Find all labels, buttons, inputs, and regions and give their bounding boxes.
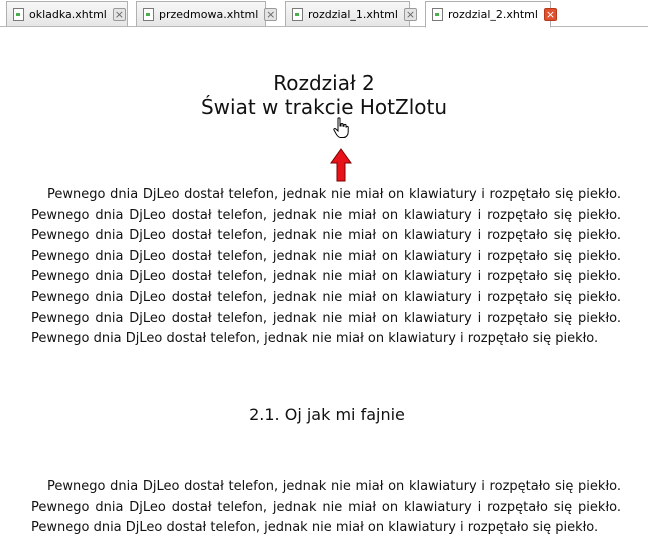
- arrow-up-icon: [330, 148, 352, 182]
- chapter-number: Rozdział 2: [273, 71, 375, 95]
- file-icon: [292, 8, 303, 21]
- hand-cursor-icon: [333, 117, 349, 139]
- tab-label: rozdzial_2.xhtml: [448, 8, 538, 21]
- tab-label: okladka.xhtml: [29, 7, 107, 21]
- tab-okladka[interactable]: [6, 1, 128, 26]
- paragraph: Pewnego dnia DjLeo dostał telefon, jednak nie miał on klawiatury i rozpętało się piekło. Pewnego dnia DjLeo dostał telefon, jednak nie miał on klawiatury i rozpętało się piekło. Pewnego dnia DjLeo dostał telefon, jednak nie miał on klawiatury i rozpętało się piekło.: [31, 479, 621, 536]
- editor-tab-bar: [0, 0, 648, 27]
- tab-rozdzial-1[interactable]: [285, 1, 416, 26]
- paragraph: Pewnego dnia DjLeo dostał telefon, jednak nie miał on klawiatury i rozpętało się piekło. Pewnego dnia DjLeo dostał telefon, jednak nie miał on klawiatury i rozpętało się piekło. Pewnego dnia DjLeo dostał telefon, jednak nie miał on klawiatury i rozpętało się piekło. Pewnego dnia DjLeo dostał telefon, jednak nie miał on klawiatury i rozpętało się piekło. Pewnego dnia DjLeo dostał telefon, jednak nie miał on klawiatury i rozpętało się piekło. Pewnego dnia DjLeo dostał telefon, jednak nie miał on klawiatury i rozpętało się piekło. Pewnego dnia DjLeo dostał telefon, jednak nie miał on klawiatury i rozpętało się piekło. Pewnego dnia DjLeo dostał telefon, jednak nie miał on klawiatury i rozpętało się piekło.: [31, 187, 621, 347]
- chapter-title: Świat w trakcie HotZlotu: [200, 95, 448, 119]
- file-icon: [432, 8, 443, 21]
- document-preview: [0, 27, 648, 548]
- tab-przedmowa[interactable]: [136, 1, 276, 26]
- tab-rozdzial-2[interactable]: [425, 1, 556, 28]
- chapter-heading: [0, 71, 648, 119]
- section-heading: 2.1. Oj jak mi fajnie: [249, 405, 405, 424]
- file-icon: [143, 8, 154, 21]
- file-icon: [13, 8, 24, 21]
- close-icon[interactable]: ×: [545, 8, 556, 21]
- close-icon[interactable]: ×: [405, 7, 416, 21]
- close-icon[interactable]: ×: [266, 7, 276, 21]
- close-icon[interactable]: ×: [114, 7, 124, 21]
- tab-label: przedmowa.xhtml: [159, 7, 259, 21]
- tab-label: rozdzial_1.xhtml: [308, 7, 398, 21]
